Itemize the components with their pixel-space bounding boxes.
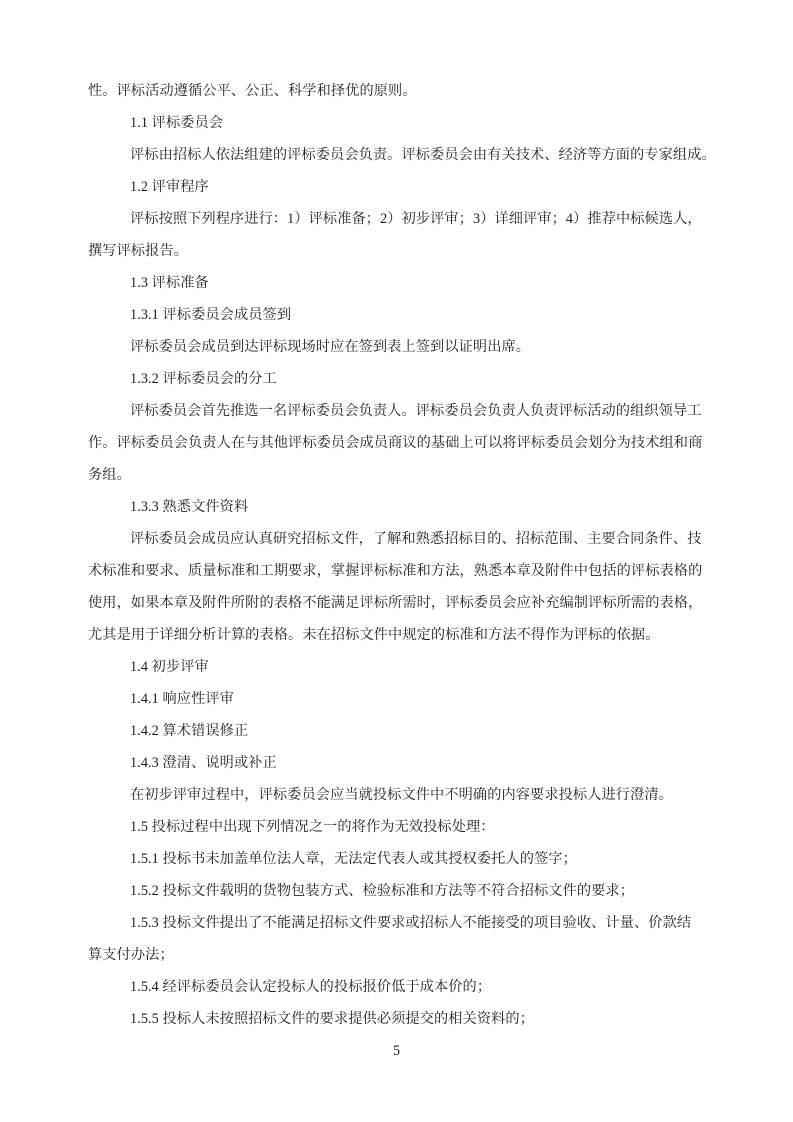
text-line: 评标委员会首先推选一名评标委员会负责人。评标委员会负责人负责评标活动的组织领导工 <box>130 403 702 419</box>
text-line: 1.4 初步评审 <box>130 659 209 675</box>
text-line: 1.1 评标委员会 <box>130 115 224 131</box>
text-line: 1.5.1 投标书未加盖单位法人章，无法定代表人或其授权委托人的签字； <box>130 851 577 867</box>
text-line: 1.4.1 响应性评审 <box>130 691 234 707</box>
text-line: 算支付办法； <box>88 947 174 963</box>
text-line: 1.4.3 澄清、说明或补正 <box>130 755 277 771</box>
text-line: 1.5.2 投标文件载明的货物包装方式、检验标准和方法等不符合招标文件的要求； <box>130 883 635 899</box>
text-block <box>88 75 716 1035</box>
text-line: 务组。 <box>88 467 131 483</box>
text-line: 1.5 投标过程中出现下列情况之一的将作为无效投标处理： <box>130 819 495 835</box>
text-line: 性。评标活动遵循公平、公正、科学和择优的原则。 <box>88 83 417 99</box>
text-line: 评标委员会成员应认真研究招标文件，了解和熟悉招标目的、招标范围、主要合同条件、技 <box>130 531 702 547</box>
text-line: 撰写评标报告。 <box>88 243 189 259</box>
text-line: 1.3 评标准备 <box>130 275 209 291</box>
text-line: 作。评标委员会负责人在与其他评标委员会成员商议的基础上可以将评标委员会划分为技术组和商 <box>88 435 703 451</box>
text-line: 术标准和要求、质量标准和工期要求，掌握评标标准和方法，熟悉本章及附件中包括的评标表格的 <box>88 563 703 579</box>
text-line: 在初步评审过程中，评标委员会应当就投标文件中不明确的内容要求投标人进行澄清。 <box>130 787 673 803</box>
text-line: 评标由招标人依法组建的评标委员会负责。评标委员会由有关技术、经济等方面的专家组成。 <box>130 147 716 163</box>
page-number: 5 <box>392 1043 401 1059</box>
text-line: 1.3.3 熟悉文件资料 <box>130 499 249 515</box>
text-line: 1.3.1 评标委员会成员签到 <box>130 307 292 323</box>
text-line: 评标按照下列程序进行：1）评标准备；2）初步评审；3）详细评审；4）推荐中标候选人， <box>130 211 702 227</box>
text-line: 1.5.4 经评标委员会认定投标人的投标报价低于成本价的； <box>130 979 492 995</box>
text-line: 尤其是用于详细分析计算的表格。未在招标文件中规定的标准和方法不得作为评标的依据。 <box>88 627 660 643</box>
text-line: 评标委员会成员到达评标现场时应在签到表上签到以证明出席。 <box>130 339 531 355</box>
text-line: 1.2 评审程序 <box>130 179 209 195</box>
text-line: 使用，如果本章及附件所附的表格不能满足评标所需时，评标委员会应补充编制评标所需的表格， <box>88 595 703 611</box>
text-line: 1.5.5 投标人未按照招标文件的要求提供必须提交的相关资料的； <box>130 1011 534 1027</box>
text-line: 1.4.2 算术错误修正 <box>130 723 249 739</box>
text-line: 1.5.3 投标文件提出了不能满足招标文件要求或招标人不能接受的项目验收、计量、价款结 <box>130 915 692 931</box>
text-line: 1.3.2 评标委员会的分工 <box>130 371 277 387</box>
